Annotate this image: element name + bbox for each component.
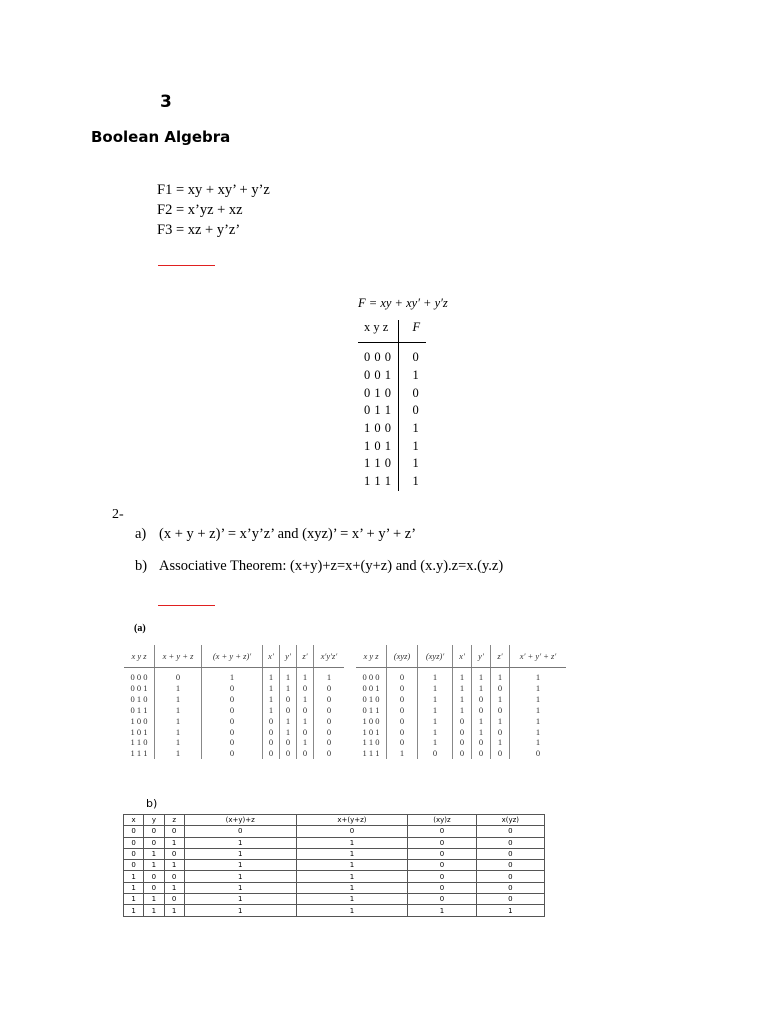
table-cell: 0 — [387, 716, 418, 727]
table-cell: 1 — [418, 716, 453, 727]
table-cell: 1 — [124, 905, 144, 916]
table-cell: 1 — [491, 694, 510, 705]
column-header: x′ — [453, 645, 472, 668]
table-row — [124, 705, 344, 716]
red-divider — [158, 605, 215, 606]
table-cell: 1 — [164, 860, 184, 871]
table-cell: 0 — [326, 748, 332, 759]
table-row — [124, 848, 545, 859]
table-cell: 0 — [124, 860, 144, 871]
table-row — [124, 860, 545, 871]
table-cell: 0 — [408, 848, 476, 859]
column-header: x — [124, 815, 144, 826]
table-cell: 0 — [202, 694, 263, 705]
table-cell: 0 — [296, 826, 408, 837]
table-cell: 1 — [453, 705, 472, 716]
table-cell: 0 — [408, 837, 476, 848]
table-cell: 1 — [326, 672, 332, 682]
table-row — [124, 871, 545, 882]
table-cell: 1 — [535, 682, 541, 693]
table-row — [124, 826, 545, 837]
table-cell: 0 — [412, 350, 419, 365]
table-cell: 1 — [263, 705, 280, 716]
table-cell: 0 — [326, 682, 332, 693]
table-cell: 0 — [387, 737, 418, 748]
table-cell: 0 — [280, 694, 297, 705]
table-cell: 0 — [491, 683, 510, 694]
column-header: x′ — [263, 645, 280, 668]
table-cell: 1 — [144, 894, 164, 905]
table-cell: 0 — [297, 705, 314, 716]
column-header: (x+y)+z — [184, 815, 296, 826]
table-cell: 0 1 0 — [358, 384, 398, 402]
column-header: F — [412, 320, 421, 334]
table-cell: 1 — [144, 860, 164, 871]
table-cell: 0 1 1 — [358, 402, 398, 420]
table-cell: 1 0 0 — [124, 716, 155, 727]
table-cell: 1 — [280, 716, 297, 727]
table-cell: 1 — [412, 474, 419, 489]
table-cell: 0 — [124, 837, 144, 848]
table-cell: 0 — [155, 668, 202, 683]
table-cell: 0 — [263, 748, 280, 759]
table-cell: 1 — [412, 438, 419, 453]
table-cell: 1 — [387, 748, 418, 759]
table-cell: 0 — [387, 727, 418, 738]
table-cell: 0 — [387, 705, 418, 716]
table-cell: 0 — [472, 737, 491, 748]
column-header: y′ — [472, 645, 491, 668]
table-cell: 0 — [202, 705, 263, 716]
table-cell: 0 — [408, 826, 476, 837]
table-row — [356, 737, 566, 748]
table-cell: 1 0 0 — [356, 716, 387, 727]
table-cell: 1 — [184, 882, 296, 893]
table-cell: 1 1 1 — [356, 748, 387, 759]
table-cell: 1 — [164, 882, 184, 893]
column-header: x′y′z′ — [314, 645, 345, 668]
part-b-label: b) — [146, 797, 158, 810]
table-cell: 1 1 0 — [356, 737, 387, 748]
table-cell: 1 — [296, 860, 408, 871]
table-cell: 0 0 0 — [124, 668, 155, 683]
demorgan-table-left — [124, 645, 344, 759]
table-cell: 0 — [184, 826, 296, 837]
table-cell: 1 — [155, 716, 202, 727]
question-2-label: 2- — [112, 507, 124, 522]
function-f3: F3 = xz + y’z’ — [157, 222, 241, 238]
table-cell: 1 — [418, 705, 453, 716]
table-cell: 1 — [124, 894, 144, 905]
table-cell: 0 — [453, 727, 472, 738]
table-cell: 0 — [164, 894, 184, 905]
associative-table — [123, 814, 545, 917]
table-cell: 1 — [296, 905, 408, 916]
table-cell: 1 — [184, 905, 296, 916]
column-header: x+(y+z) — [296, 815, 408, 826]
table-cell: 0 — [476, 837, 544, 848]
table-row — [356, 705, 566, 716]
table-cell: 1 0 0 — [358, 420, 398, 438]
table-cell: 0 — [476, 871, 544, 882]
column-header: (xyz) — [387, 645, 418, 668]
table-cell: 1 — [472, 716, 491, 727]
table-cell: 1 1 0 — [124, 737, 155, 748]
table-cell: 0 — [202, 727, 263, 738]
table-cell: 1 0 1 — [124, 727, 155, 738]
table-cell: 1 — [296, 894, 408, 905]
table-cell: 0 — [326, 693, 332, 704]
table-cell: 1 — [296, 848, 408, 859]
column-header: (xyz)′ — [418, 645, 453, 668]
table-cell: 0 — [202, 716, 263, 727]
table-cell: 1 — [155, 727, 202, 738]
item-label: a) — [135, 526, 147, 542]
table-cell: 0 — [263, 716, 280, 727]
table-cell: 0 — [263, 727, 280, 738]
truth-table-title: F = xy + xy′ + y′z — [358, 296, 448, 310]
section-title: Boolean Algebra — [91, 128, 231, 146]
table-cell: 1 — [184, 860, 296, 871]
table-row — [124, 748, 344, 759]
table-cell: 1 — [418, 727, 453, 738]
table-cell: 0 — [326, 737, 332, 748]
table-cell: 1 — [155, 705, 202, 716]
table-cell: 1 — [491, 737, 510, 748]
table-cell: 0 — [535, 748, 541, 759]
table-cell: 1 — [164, 837, 184, 848]
table-cell: 0 — [476, 894, 544, 905]
table-cell: 0 — [164, 826, 184, 837]
table-cell: 0 — [472, 694, 491, 705]
table-cell: 1 — [535, 726, 541, 737]
table-cell: 0 — [476, 882, 544, 893]
table-cell: 0 — [408, 860, 476, 871]
table-cell: 1 — [535, 672, 541, 682]
table-cell: 0 — [491, 705, 510, 716]
column-header: z′ — [491, 645, 510, 668]
table-row — [356, 668, 566, 683]
table-cell: 1 0 1 — [358, 437, 398, 455]
table-cell: 1 — [472, 668, 491, 683]
column-header: z — [164, 815, 184, 826]
table-cell: 1 — [535, 715, 541, 726]
column-header: z′ — [297, 645, 314, 668]
item-label: b) — [135, 558, 148, 574]
table-cell: 0 — [472, 705, 491, 716]
column-header: (xy)z — [408, 815, 476, 826]
table-cell: 0 — [202, 683, 263, 694]
function-f2: F2 = x’yz + xz — [157, 202, 243, 218]
table-cell: 0 0 0 — [356, 668, 387, 683]
part-a-label: (a) — [134, 623, 146, 634]
table-cell: 1 — [297, 694, 314, 705]
table-cell: 0 — [326, 704, 332, 715]
table-row — [358, 420, 426, 438]
table-row — [124, 716, 344, 727]
table-cell: 0 — [408, 894, 476, 905]
table-cell: 1 1 0 — [358, 455, 398, 473]
table-cell: 1 — [296, 882, 408, 893]
table-cell: 0 — [326, 715, 332, 726]
table-cell: 0 — [297, 748, 314, 759]
table-cell: 0 — [144, 882, 164, 893]
table-cell: 1 — [184, 837, 296, 848]
table-cell: 1 — [491, 716, 510, 727]
table-cell: 0 — [408, 882, 476, 893]
table-cell: 0 — [280, 748, 297, 759]
table-cell: 0 — [491, 727, 510, 738]
table-cell: 1 — [491, 668, 510, 683]
table-cell: 1 — [535, 704, 541, 715]
table-row — [124, 882, 545, 893]
table-cell: 0 — [412, 403, 419, 418]
column-header: (x + y + z)′ — [202, 645, 263, 668]
table-cell: 1 — [472, 683, 491, 694]
table-row — [358, 384, 426, 402]
table-cell: 0 — [408, 871, 476, 882]
table-cell: 1 — [453, 683, 472, 694]
column-header: x y z — [358, 320, 398, 343]
table-cell: 0 1 0 — [356, 694, 387, 705]
table-cell: 0 — [297, 727, 314, 738]
demorgan-table-right — [356, 645, 566, 759]
table-cell: 0 — [491, 748, 510, 759]
table-cell: 0 1 1 — [356, 705, 387, 716]
table-cell: 0 — [263, 737, 280, 748]
table-cell: 1 — [144, 905, 164, 916]
table-cell: 0 — [280, 737, 297, 748]
table-cell: 0 1 1 — [124, 705, 155, 716]
function-list — [157, 180, 270, 240]
table-cell: 0 — [476, 848, 544, 859]
table-row — [124, 683, 344, 694]
table-row — [124, 905, 545, 916]
table-cell: 1 — [280, 668, 297, 683]
table-cell: 0 — [387, 694, 418, 705]
table-cell: 0 — [124, 826, 144, 837]
table-cell: 0 0 1 — [356, 683, 387, 694]
table-cell: 0 — [124, 848, 144, 859]
table-cell: 1 — [263, 668, 280, 683]
question-2b — [135, 558, 503, 575]
table-row — [356, 727, 566, 738]
column-header: x + y + z — [155, 645, 202, 668]
column-header: x y z — [124, 645, 155, 668]
table-cell: 0 — [387, 683, 418, 694]
table-cell: 1 — [144, 848, 164, 859]
table-cell: 0 — [144, 837, 164, 848]
table-cell: 1 0 1 — [356, 727, 387, 738]
table-cell: 0 — [202, 748, 263, 759]
table-cell: 1 — [476, 905, 544, 916]
table-cell: 1 — [155, 748, 202, 759]
table-cell: 1 — [418, 683, 453, 694]
table-cell: 0 0 1 — [124, 683, 155, 694]
table-cell: 1 — [164, 905, 184, 916]
table-cell: 1 — [418, 694, 453, 705]
table-cell: 1 — [453, 694, 472, 705]
table-cell: 0 — [387, 668, 418, 683]
table-row — [124, 737, 344, 748]
table-cell: 0 — [202, 737, 263, 748]
page-number: 3 — [160, 92, 172, 112]
table-cell: 0 — [453, 748, 472, 759]
question-2a — [135, 526, 416, 543]
item-text: (x + y + z)’ = x’y’z’ and (xyz)’ = x’ + y’ + z’ — [159, 526, 417, 542]
table-cell: 0 1 0 — [124, 694, 155, 705]
column-header: x′ + y′ + z′ — [510, 645, 567, 668]
table-cell: 1 — [453, 668, 472, 683]
table-cell: 0 — [164, 871, 184, 882]
table-cell: 1 — [155, 683, 202, 694]
red-divider — [158, 265, 215, 266]
table-cell: 1 — [297, 668, 314, 683]
table-cell: 1 — [263, 694, 280, 705]
column-header: x(yz) — [476, 815, 544, 826]
table-cell: 1 — [297, 716, 314, 727]
table-cell: 1 — [202, 668, 263, 683]
table-row — [356, 748, 566, 759]
column-header: y′ — [280, 645, 297, 668]
table-cell: 1 — [535, 737, 541, 748]
table-cell: 1 — [297, 737, 314, 748]
table-cell: 0 — [476, 826, 544, 837]
truth-table-f — [358, 296, 448, 491]
table-cell: 0 — [476, 860, 544, 871]
table-cell: 1 — [535, 693, 541, 704]
table-cell: 0 — [412, 385, 419, 400]
table-cell: 1 — [184, 848, 296, 859]
table-cell: 1 — [472, 727, 491, 738]
table-cell: 0 — [472, 748, 491, 759]
table-cell: 0 — [280, 705, 297, 716]
table-row — [358, 367, 426, 385]
table-row — [358, 402, 426, 420]
table-cell: 0 — [144, 826, 164, 837]
table-cell: 0 0 0 — [358, 343, 398, 367]
table-row — [356, 694, 566, 705]
table-cell: 1 — [418, 668, 453, 683]
table-cell: 0 — [453, 737, 472, 748]
table-cell: 1 — [155, 694, 202, 705]
table-row — [124, 837, 545, 848]
table-cell: 1 — [280, 727, 297, 738]
table-cell: 1 — [296, 871, 408, 882]
table-cell: 1 — [184, 871, 296, 882]
table-cell: 1 — [412, 368, 419, 383]
table-cell: 0 — [418, 748, 453, 759]
table-cell: 0 — [326, 726, 332, 737]
table-cell: 1 — [263, 683, 280, 694]
table-cell: 1 — [408, 905, 476, 916]
truth-table — [358, 320, 426, 491]
table-cell: 1 — [418, 737, 453, 748]
table-cell: 1 1 1 — [358, 473, 398, 491]
table-row — [124, 668, 344, 683]
column-header: y — [144, 815, 164, 826]
table-row — [356, 716, 566, 727]
table-cell: 1 — [155, 737, 202, 748]
table-cell: 0 0 1 — [358, 367, 398, 385]
function-f1: F1 = xy + xy’ + y’z — [157, 182, 270, 198]
table-cell: 1 — [412, 456, 419, 471]
table-row — [124, 694, 344, 705]
table-row — [356, 683, 566, 694]
table-cell: 1 — [280, 683, 297, 694]
table-row — [124, 894, 545, 905]
table-row — [358, 455, 426, 473]
table-cell: 1 — [124, 882, 144, 893]
table-cell: 1 — [124, 871, 144, 882]
table-cell: 1 1 1 — [124, 748, 155, 759]
table-row — [358, 343, 426, 367]
table-cell: 1 — [412, 421, 419, 436]
table-cell: 0 — [144, 871, 164, 882]
column-header: x y z — [356, 645, 387, 668]
table-cell: 0 — [297, 683, 314, 694]
table-cell: 1 — [184, 894, 296, 905]
table-row — [358, 473, 426, 491]
table-cell: 0 — [453, 716, 472, 727]
table-row — [124, 727, 344, 738]
table-cell: 1 — [296, 837, 408, 848]
item-text: Associative Theorem: (x+y)+z=x+(y+z) and (x.y).z=x.(y.z) — [159, 558, 504, 574]
table-cell: 0 — [164, 848, 184, 859]
table-row — [358, 437, 426, 455]
